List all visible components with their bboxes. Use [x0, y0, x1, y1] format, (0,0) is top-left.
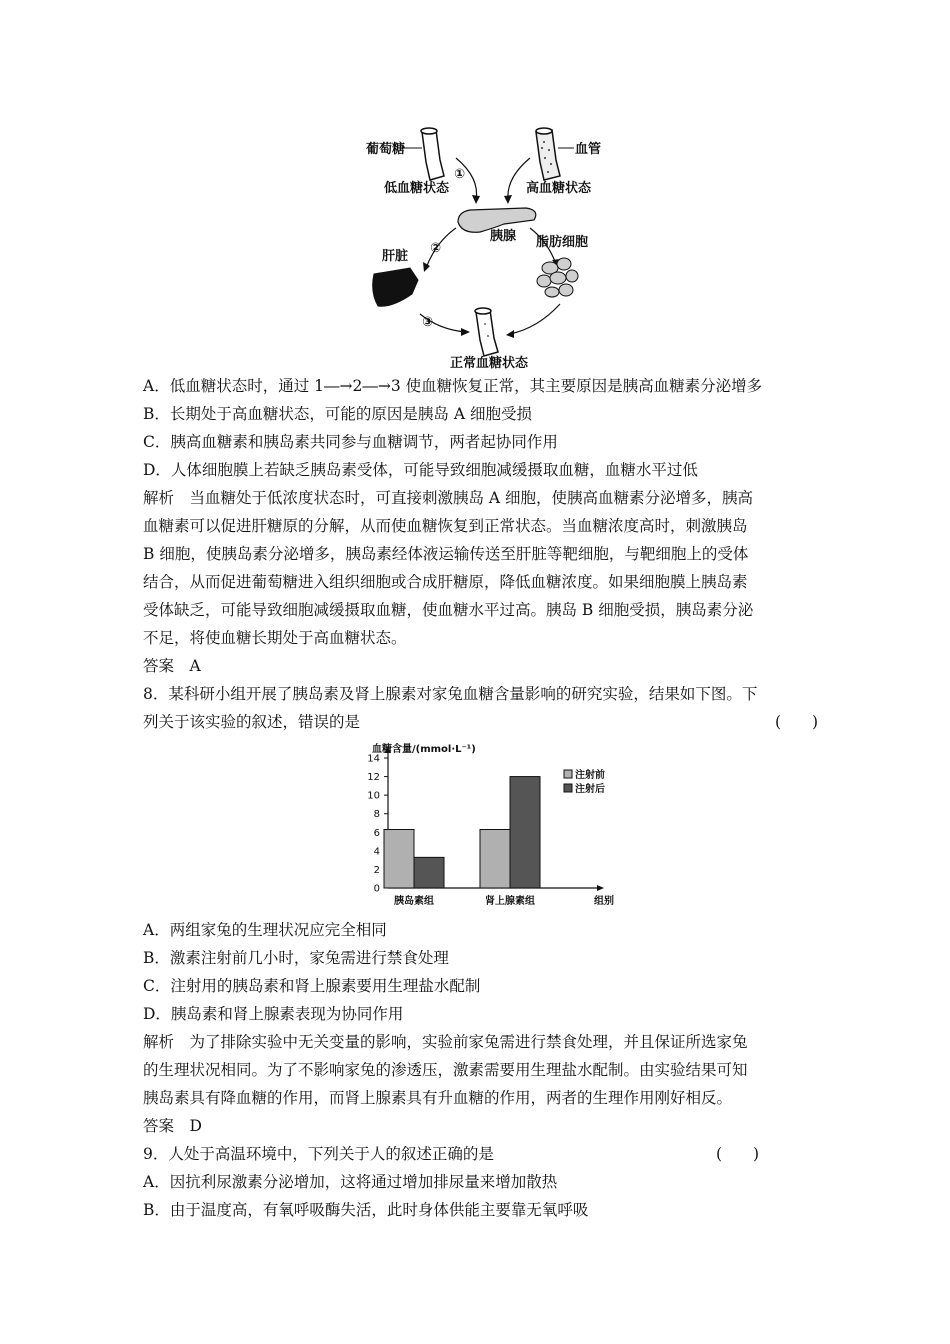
label-liver: 肝脏 — [382, 249, 409, 264]
legend-swatch — [564, 784, 572, 792]
y-tick-label: 10 — [367, 790, 380, 802]
label-normal: 正常血糖状态 — [450, 356, 529, 371]
bar — [384, 830, 414, 889]
y-tick-label: 4 — [373, 846, 380, 858]
q7-answer: 答案 A — [143, 657, 201, 675]
label-pancreas: 胰腺 — [490, 229, 517, 244]
legend-label: 注射后 — [575, 784, 605, 795]
bar — [414, 857, 444, 888]
q8-analysis-line: 解析 为了排除实验中无关变量的影响，实验前家兔需进行禁食处理，并且保证所选家兔 — [143, 1033, 748, 1051]
q7-analysis-line: 解析 当血糖处于低浓度状态时，可直接刺激胰岛 A 细胞，使胰高血糖素分泌增多，胰高 — [143, 489, 754, 507]
q7-option-d: D．人体细胞膜上若缺乏胰岛素受体，可能导致细胞减缓摄取血糖，血糖水平过低 — [143, 461, 698, 479]
q8-option-c: C．注射用的胰岛素和肾上腺素要用生理盐水配制 — [143, 977, 481, 995]
x-tick-label: 胰岛素组 — [394, 896, 434, 907]
q8-stem: 8．某科研小组开展了胰岛素及肾上腺素对家兔血糖含量影响的研究实验，结果如下图。下 — [143, 685, 758, 703]
label-high: 高血糖状态 — [526, 181, 592, 196]
label-glucose: 葡萄糖 — [366, 142, 406, 157]
y-tick-label: 14 — [367, 753, 380, 765]
q9-stem: 9．人处于高温环境中，下列关于人的叙述正确的是 — [143, 1145, 494, 1163]
y-tick-label: 12 — [367, 772, 380, 784]
vessel-low-icon — [421, 128, 444, 180]
q7-option-a: A．低血糖状态时，通过 1―→2―→3 使血糖恢复正常，其主要原因是胰高血糖素分泌增多 — [143, 377, 763, 395]
label-low: 低血糖状态 — [384, 181, 450, 196]
x-axis-label: 组别 — [594, 896, 614, 907]
q9-option-b: B．由于温度高，有氧呼吸酶失活，此时身体供能主要靠无氧呼吸 — [143, 1201, 589, 1219]
y-tick-label: 2 — [373, 864, 380, 876]
legend-swatch — [564, 770, 572, 778]
x-axis-arrow — [597, 885, 604, 891]
q8-answer-blank: ( ) — [775, 713, 819, 731]
vessel-normal-icon — [475, 308, 498, 356]
y-tick-label: 0 — [373, 883, 380, 895]
y-tick-label: 8 — [373, 809, 380, 821]
label-step1: ① — [454, 167, 466, 182]
blood-glucose-bar-chart — [330, 742, 620, 912]
q7-analysis-line: 血糖素可以促进肝糖原的分解，从而使血糖恢复到正常状态。当血糖浓度高时，刺激胰岛 — [143, 517, 748, 535]
q8-option-a: A．两组家兔的生理状况应完全相同 — [143, 921, 387, 939]
q7-analysis-line: B 细胞，使胰岛素分泌增多，胰岛素经体液运输传送至肝脏等靶细胞，与靶细胞上的受体 — [143, 545, 749, 563]
x-tick-label: 肾上腺素组 — [485, 896, 535, 907]
q8-answer: 答案 D — [143, 1117, 202, 1135]
label-fat: 脂肪细胞 — [536, 235, 589, 250]
q8-stem: 列关于该实验的叙述，错误的是 — [143, 713, 361, 731]
liver-icon — [373, 268, 418, 306]
fat-cells-icon — [537, 258, 578, 297]
label-step3: ③ — [422, 315, 434, 330]
q8-analysis-line: 的生理状况相同。为了不影响家兔的渗透压，激素需要用生理盐水配制。由实验结果可知 — [143, 1061, 748, 1079]
blood-glucose-diagram — [330, 118, 650, 376]
vessel-high-icon — [536, 128, 560, 180]
q8-option-b: B．激素注射前几小时，家兔需进行禁食处理 — [143, 949, 449, 967]
label-step2: ② — [430, 241, 442, 256]
q7-analysis-line: 不足，将使血糖长期处于高血糖状态。 — [143, 629, 407, 647]
q9-option-a: A．因抗利尿激素分泌增加，这将通过增加排尿量来增加散热 — [143, 1173, 558, 1191]
bar — [510, 777, 540, 888]
q7-option-b: B．长期处于高血糖状态，可能的原因是胰岛 A 细胞受损 — [143, 405, 532, 423]
q8-analysis-line: 胰岛素具有降血糖的作用，而肾上腺素具有升血糖的作用，两者的生理作用刚好相反。 — [143, 1089, 733, 1107]
q9-answer-blank: ( ) — [716, 1145, 760, 1163]
y-axis-label: 血糖含量/(mmol·L⁻¹) — [372, 744, 476, 755]
legend-label: 注射前 — [575, 770, 605, 781]
q7-option-c: C．胰高血糖素和胰岛素共同参与血糖调节，两者起协同作用 — [143, 433, 558, 451]
y-tick-label: 6 — [373, 827, 380, 839]
q8-option-d: D．胰岛素和肾上腺素表现为协同作用 — [143, 1005, 404, 1023]
label-vessel: 血管 — [575, 142, 602, 157]
bar — [480, 830, 510, 889]
q7-analysis-line: 结合，从而促进葡萄糖进入组织细胞或合成肝糖原，降低血糖浓度。如果细胞膜上胰岛素 — [143, 573, 748, 591]
q7-analysis-line: 受体缺乏，可能导致细胞减缓摄取血糖，使血糖水平过高。胰岛 B 细胞受损，胰岛素分泌 — [143, 601, 754, 619]
